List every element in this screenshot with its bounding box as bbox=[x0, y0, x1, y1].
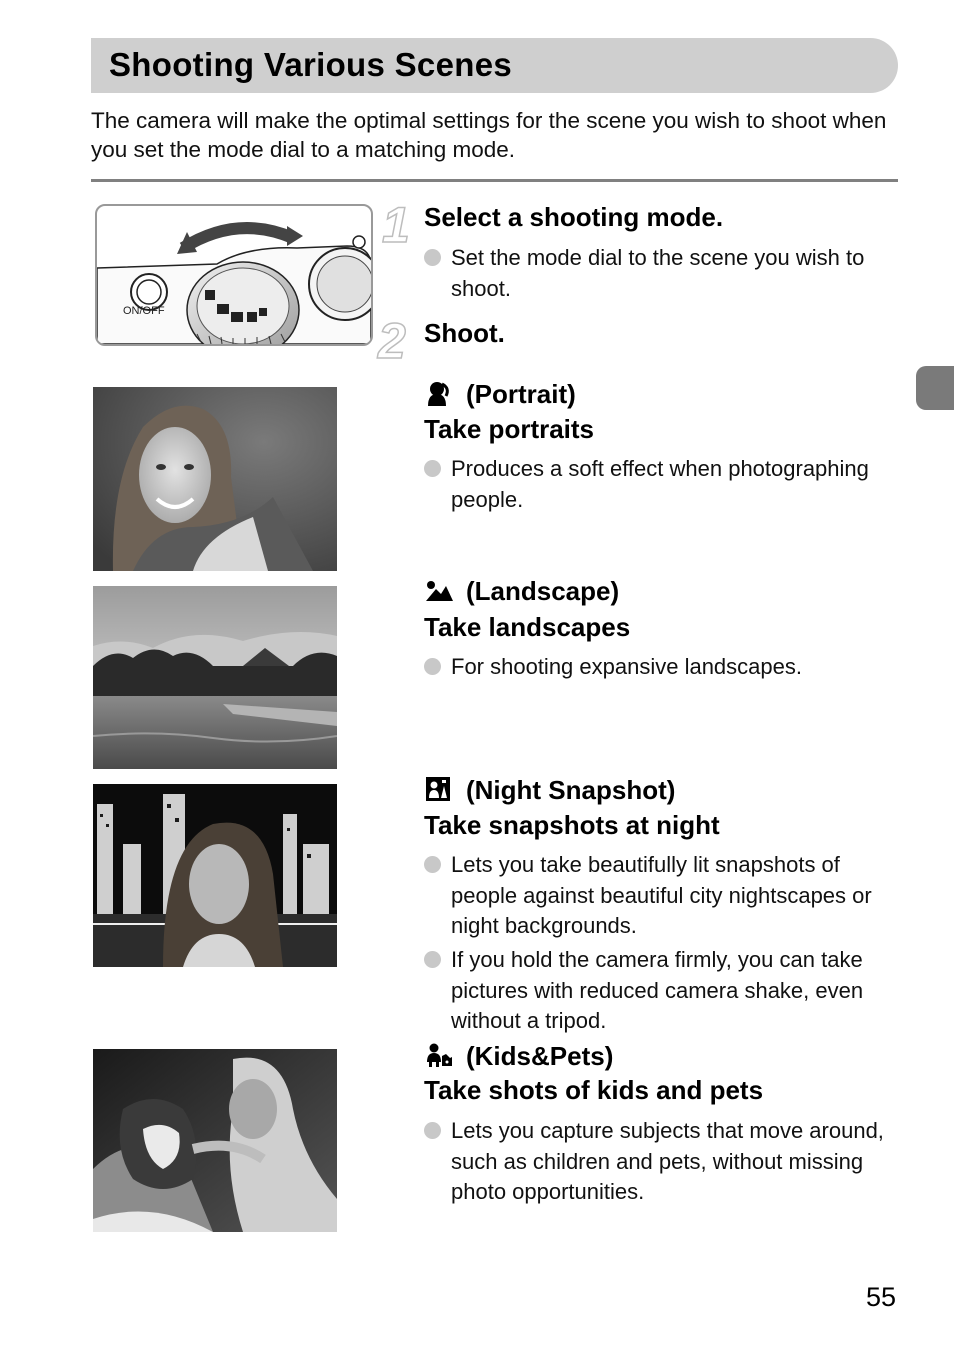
night-snapshot-photo bbox=[93, 784, 337, 967]
portrait-mode-heading bbox=[424, 377, 576, 412]
mode-dial-illustration bbox=[95, 204, 373, 346]
night-snapshot-mode-subtitle: Take snapshots at night bbox=[424, 810, 720, 840]
portrait-icon bbox=[424, 380, 454, 406]
title-bar bbox=[91, 38, 898, 93]
night-snapshot-bullet-2 bbox=[424, 945, 898, 1037]
step-number-2: 2 bbox=[378, 313, 406, 369]
kids-pets-mode-heading bbox=[424, 1039, 613, 1074]
step-1-bullet bbox=[424, 243, 898, 304]
camera-top-icon bbox=[97, 206, 371, 344]
kids-pets-bullet bbox=[424, 1116, 898, 1208]
night-snapshot-bullet-1 bbox=[424, 850, 898, 942]
bullet-text: If you hold the camera firmly, you can take pictures with reduced camera shake, even without a tripod. bbox=[451, 947, 864, 1033]
mode-name: (Landscape) bbox=[466, 576, 620, 606]
bullet-dot bbox=[424, 856, 441, 873]
page-number: 55 bbox=[866, 1282, 897, 1312]
bullet-dot bbox=[424, 1122, 441, 1139]
mode-name: (Portrait) bbox=[466, 379, 576, 409]
bullet-text: Set the mode dial to the scene you wish to shoot. bbox=[451, 245, 865, 301]
portrait-photo bbox=[93, 387, 337, 571]
bullet-dot bbox=[424, 249, 441, 266]
kids-pets-icon bbox=[424, 1042, 454, 1068]
page-title: Shooting Various Scenes bbox=[109, 46, 512, 83]
step-number-1: 1 bbox=[382, 197, 410, 253]
bullet-text: Lets you capture subjects that move around, such as children and pets, without missing photo opportunities. bbox=[451, 1118, 884, 1204]
kids-pets-mode-subtitle: Take shots of kids and pets bbox=[424, 1075, 764, 1105]
portrait-mode-subtitle: Take portraits bbox=[424, 414, 595, 444]
landscape-bullet bbox=[424, 652, 898, 683]
step-1-heading: Select a shooting mode. bbox=[424, 202, 724, 232]
landscape-icon bbox=[424, 577, 454, 603]
mode-name: (Night Snapshot) bbox=[466, 775, 676, 805]
section-divider bbox=[91, 179, 898, 182]
bullet-dot bbox=[424, 658, 441, 675]
night-snapshot-mode-heading bbox=[424, 773, 675, 808]
bullet-text: Produces a soft effect when photographing people. bbox=[451, 456, 869, 512]
bullet-dot bbox=[424, 460, 441, 477]
kids-pets-photo bbox=[93, 1049, 337, 1232]
on-off-label: ON/OFF bbox=[123, 305, 165, 317]
bullet-text: Lets you take beautifully lit snapshots of people against beautiful city nightscapes or night backgrounds. bbox=[451, 852, 872, 938]
portrait-bullet bbox=[424, 454, 898, 515]
mode-name: (Kids&Pets) bbox=[466, 1041, 614, 1071]
step-2-heading: Shoot. bbox=[424, 318, 505, 348]
intro-paragraph: The camera will make the optimal settings for the scene you wish to shoot when you set the mode dial to a matching mode. bbox=[91, 108, 887, 162]
landscape-mode-heading bbox=[424, 574, 619, 609]
landscape-mode-subtitle: Take landscapes bbox=[424, 612, 631, 642]
chapter-tab bbox=[916, 366, 954, 410]
bullet-text: For shooting expansive landscapes. bbox=[451, 654, 802, 679]
landscape-photo bbox=[93, 586, 337, 769]
bullet-dot bbox=[424, 951, 441, 968]
night-snapshot-icon bbox=[424, 776, 454, 802]
